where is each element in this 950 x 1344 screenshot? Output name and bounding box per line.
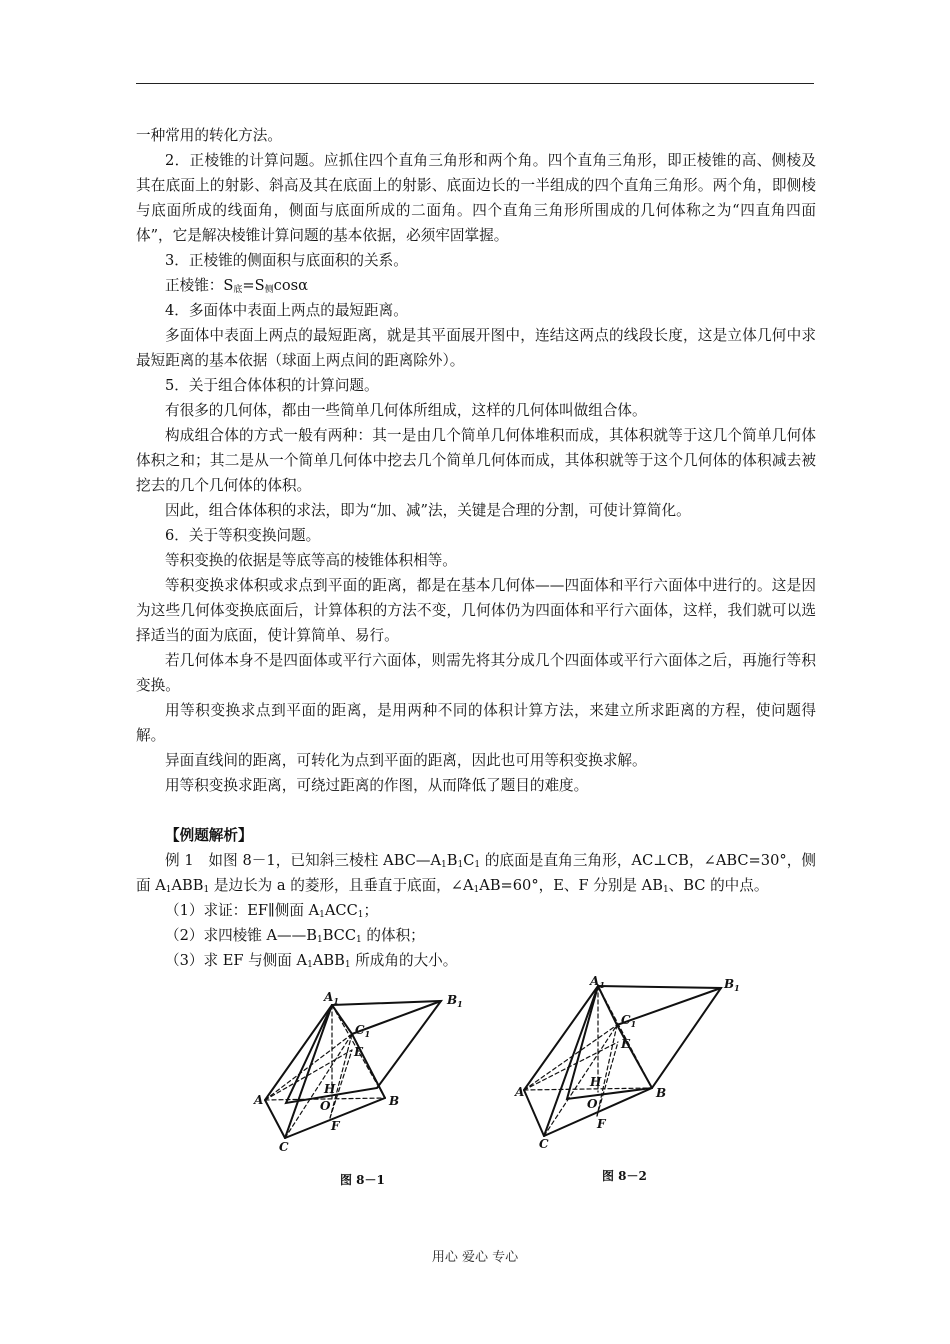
header-rule: [136, 83, 814, 84]
svg-text:F: F: [331, 1119, 340, 1133]
paragraph: 2．正棱锥的计算问题。应抓住四个直角三角形和两个角。四个直角三角形，即正棱锥的高、侧棱及其在底面上的射影、斜高及其在底面上的射影、底面边长的一半组成的四个直角三角形。两个角，即侧棱与底面所成的线面角，侧面与底面所成的二面角。四个直角三角形所围成的几何体称之为“四直角四面体”，它是解决棱锥计算问题的基本依据，必须牢固掌握。: [136, 152, 816, 244]
edge-A1-C: [285, 1005, 332, 1138]
svg-text:C: C: [539, 1137, 549, 1151]
paragraph: 等积变换求体积或求点到平面的距离，都是在基本几何体——四面体和平行六面体中进行的。这是因为这些几何体变换底面后，计算体积的方法不变，几何体仍为四面体和平行六面体，这样，我们就可以选择适当的面为底面，使计算简单、易行。: [136, 577, 816, 644]
face-outline: [286, 1001, 441, 1103]
paragraph: 构成组合体的方式一般有两种：其一是由几个简单几何体堆积而成，其体积就等于这几个简单几何体体积之和；其二是从一个简单几何体中挖去几个简单几何体而成，其体积就等于这个几何体的体积减去被挖去的几个几何体的体积。: [136, 427, 816, 494]
svg-text:E: E: [621, 1037, 631, 1051]
svg-text:B: B: [389, 1094, 400, 1108]
question-2: （2）求四棱锥 $A——B_1BCC_1$ 的体积；: [165, 927, 425, 945]
paragraph: 有很多的几何体，都由一些简单几何体所组成，这样的几何体叫做组合体。: [165, 402, 647, 419]
figure-caption-1: 图 8－1: [340, 1173, 385, 1187]
figure-8-1: [253, 990, 463, 1187]
paragraph: 多面体中表面上两点的最短距离，就是其平面展开图中，连结这两点的线段长度，这是立体几何中求最短距离的基本依据（球面上两点间的距离除外）。: [136, 327, 816, 369]
svg-text:C1: $C_1$: [621, 1013, 637, 1029]
svg-text:O: O: [320, 1099, 331, 1113]
paragraph: 若几何体本身不是四面体或平行六面体，则需先将其分成几个四面体或平行六面体之后，再施行等积变换。: [136, 652, 816, 694]
edge-A-C: [265, 1100, 285, 1138]
section-heading: 【例题解析】: [165, 827, 253, 844]
question-3: （3）求 EF 与侧面 $A_1ABB_1$ 所成角的大小。: [165, 952, 458, 970]
svg-text:H: H: [324, 1082, 336, 1096]
paragraph: 5．关于组合体体积的计算问题。: [165, 377, 379, 394]
paragraph: 用等积变换求距离，可绕过距离的作图，从而降低了题目的难度。: [165, 777, 589, 794]
svg-text:C: C: [279, 1140, 289, 1154]
figure-area: [240, 968, 740, 1193]
paragraph: 3．正棱锥的侧面积与底面积的关系。: [165, 252, 408, 269]
figure-8-2: [514, 974, 740, 1183]
svg-text:A1: $A_1$: [590, 974, 605, 990]
svg-text:B1: $B_1$: [447, 993, 463, 1009]
svg-text:B1: $B_1$: [724, 977, 740, 993]
svg-text:A: A: [515, 1085, 525, 1099]
svg-text:A1: $A_1$: [324, 990, 339, 1006]
paragraph: 用等积变换求点到平面的距离，是用两种不同的体积计算方法，来建立所求距离的方程，使问题得解。: [136, 702, 816, 744]
paragraph: 因此，组合体体积的求法，即为“加、减”法，关键是合理的分割，可使计算简化。: [165, 502, 691, 519]
paragraph: 等积变换的依据是等底等高的棱锥体积相等。: [165, 552, 457, 569]
paragraph: 6．关于等积变换问题。: [165, 527, 321, 544]
figure-caption-2: 图 8－2: [602, 1169, 647, 1183]
edge-A-A1: [265, 1005, 332, 1100]
prism-figures: [240, 968, 740, 1193]
svg-text:O: O: [587, 1097, 598, 1111]
svg-text:A: A: [254, 1093, 264, 1107]
paragraph: 4．多面体中表面上两点的最短距离。: [165, 302, 408, 319]
edge-A1-C1: [332, 1005, 352, 1034]
page-footer: 用心 爱心 专心: [431, 1250, 519, 1265]
formula-line: 正棱锥：$S_底=S_侧\cos\alpha$: [165, 277, 308, 295]
question-1: （1）求证：EF∥侧面 $A_1ACC_1$；: [165, 902, 379, 920]
svg-text:H: H: [590, 1075, 602, 1089]
paragraph: 异面直线间的距离，可转化为点到平面的距离，因此也可用等积变换求解。: [165, 752, 647, 769]
svg-text:F: F: [597, 1117, 606, 1131]
example-intro: 例 1 如图 8－1，已知斜三棱柱 $ABC—A_1B_1C_1$ 的底面是直角三角形，AC⊥CB，∠ABC=30°，侧面 $A_1ABB_1$ 是边长为 a 的菱形，且垂直于底面，$\angle A_1AB=60^\circ$，E、F 分别是 $AB_1$、BC 的中点。: [136, 852, 816, 895]
svg-text:C1: $C_1$: [355, 1023, 371, 1039]
document-body: [136, 123, 816, 973]
svg-text:E: E: [354, 1045, 364, 1059]
paragraph: 一种常用的转化方法。: [136, 127, 282, 144]
svg-text:B: B: [656, 1086, 667, 1100]
